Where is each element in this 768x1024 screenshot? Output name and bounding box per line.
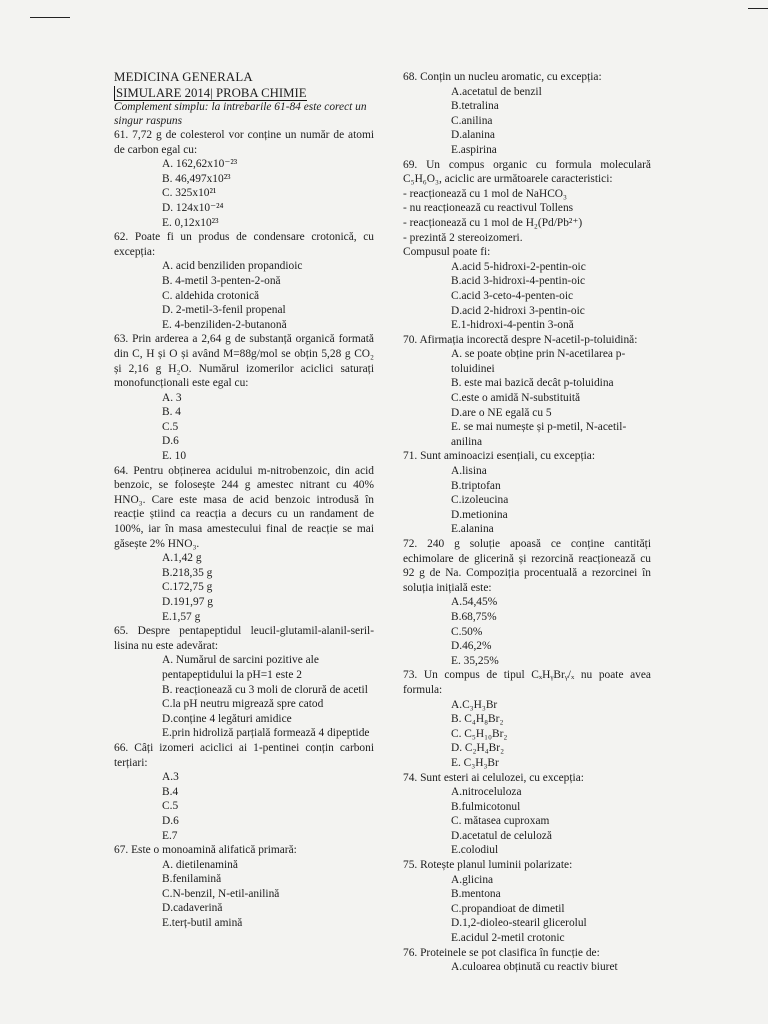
question-text: 71. Sunt aminoacizi esențiali, cu excepția: — [403, 450, 595, 463]
question-text: 75. Rotește planul luminii polarizate: — [403, 859, 573, 872]
question-block — [114, 843, 374, 931]
question-block — [403, 858, 651, 946]
answer-option: B. este mai bazică decât p-toluidina — [451, 377, 614, 390]
right-column — [403, 70, 651, 975]
question-criterion: - reacționează cu 1 mol de H₂(Pd/Pb²⁺) — [403, 216, 583, 229]
answer-option: B. reacționează cu 3 moli de clorură de acetil — [162, 683, 368, 696]
question-block — [114, 128, 374, 230]
question-subprompt: Compusul poate fi: — [403, 246, 491, 259]
answer-option: B.4 — [162, 785, 179, 798]
answer-option: D.alanina — [451, 129, 495, 142]
answer-option: B.218,35 g — [162, 566, 213, 579]
answer-option: D.are o NE egală cu 5 — [451, 406, 552, 419]
answer-option: B.fenilamină — [162, 873, 222, 886]
answer-option: E. 35,25% — [451, 654, 499, 667]
question-block — [403, 946, 651, 975]
question-text: 70. Afirmația incorectă despre N-acetil-p-toluidină: — [403, 333, 638, 346]
answer-option: A. acid benziliden propandioic — [162, 260, 303, 273]
answer-option: B.acid 3-hidroxi-4-pentin-oic — [451, 275, 586, 288]
question-text: 72. 240 g soluție apoasă ce conține cantități echimolare de glicerină și rezorcină reacționează cu 92 g de Na. Compoziția procentuală a rezorcinei în soluția inițială este: — [403, 538, 651, 594]
right-question-list — [403, 70, 651, 975]
question-block — [114, 741, 374, 843]
answer-option: C.este o amidă N-substituită — [451, 392, 581, 405]
exam-instruction: Complement simplu: la intrebarile 61-84 este corect un singur raspuns — [114, 101, 367, 127]
question-text: 73. Un compus de tipul CₓHᵧBrᵧ/ₓ nu poate avea formula: — [403, 669, 651, 696]
exam-subtitle — [114, 85, 374, 101]
answer-option: D.46,2% — [451, 640, 492, 653]
answer-option: E.7 — [162, 829, 178, 842]
exam-subtitle-text: SIMULARE 2014| PROBA CHIMIE — [116, 86, 307, 100]
answer-option: A.lisina — [451, 465, 487, 478]
question-block — [403, 70, 651, 158]
question-block — [403, 771, 651, 859]
question-text: 74. Sunt esteri ai celulozei, cu excepția: — [403, 771, 584, 784]
scan-mark-top-right — [748, 8, 768, 9]
answer-option: D.6 — [162, 814, 179, 827]
answer-option: A.C₃H₃Br — [451, 698, 498, 711]
answer-option: A.nitroceluloza — [451, 786, 522, 799]
question-criterion: - reacționează cu 1 mol de NaHCO₃ — [403, 187, 568, 200]
answer-option: C.50% — [451, 625, 483, 638]
question-text: 68. Conțin un nucleu aromatic, cu excepția: — [403, 71, 602, 83]
answer-option: E.alanina — [451, 523, 494, 536]
question-text: 65. Despre pentapeptidul leucil-glutamil-alanil-seril-lisina nu este adevărat: — [114, 625, 374, 652]
question-text: 62. Poate fi un produs de condensare crotonică, cu excepția: — [114, 231, 374, 258]
answer-option: C.propandioat de dimetil — [451, 902, 565, 915]
answer-option: A.culoarea obținută cu reactiv biuret — [451, 961, 618, 974]
answer-option: E.1-hidroxi-4-pentin 3-onă — [451, 319, 574, 332]
left-column — [114, 70, 374, 931]
answer-option: A.3 — [162, 771, 179, 784]
answer-option: D. 2-metil-3-fenil propenal — [162, 304, 286, 317]
scan-mark-top-left — [30, 17, 70, 18]
question-block — [114, 624, 374, 741]
answer-option: B.triptofan — [451, 479, 501, 492]
answer-option: A. se poate obține prin N-acetilarea p-toluidinei — [451, 348, 626, 375]
answer-option: E. 10 — [162, 450, 187, 463]
answer-option: C.anilina — [451, 114, 493, 127]
answer-option: E. C₃H₃Br — [451, 756, 499, 769]
answer-option: C. C₅H₁₀Br₂ — [451, 727, 508, 740]
answer-option: E.terț-butil amină — [162, 917, 243, 930]
answer-option: C.5 — [162, 800, 179, 813]
answer-option: E. 4-benziliden-2-butanonă — [162, 318, 287, 331]
question-block — [114, 332, 374, 463]
exam-title: MEDICINA GENERALA — [114, 70, 253, 84]
answer-option: A. Numărul de sarcini pozitive ale pentapeptidului la pH=1 este 2 — [162, 654, 319, 681]
answer-option: A. 162,62x10⁻²³ — [162, 158, 238, 171]
answer-option: D.191,97 g — [162, 596, 213, 608]
answer-option: A.acetatul de benzil — [451, 85, 542, 98]
question-text: 69. Un compus organic cu formula moleculară C₅H₆O₃, aciclic are următoarele caracteristici: — [403, 158, 651, 186]
answer-option: E.1,57 g — [162, 610, 201, 623]
left-question-list — [114, 128, 374, 931]
question-text: 61. 7,72 g de colesterol vor conține un număr de atomi de carbon egal cu: — [114, 129, 374, 156]
answer-option: A.glicina — [451, 873, 494, 886]
answer-option: C.5 — [162, 420, 179, 433]
answer-option: A. 3 — [162, 391, 182, 404]
answer-option: D.acetatul de celuloză — [451, 829, 552, 842]
question-text: 67. Este o monoamină alifatică primară: — [114, 844, 297, 857]
answer-option: B.68,75% — [451, 610, 497, 623]
answer-option: E.prin hidroliză parțială formează 4 dipeptide — [162, 727, 370, 740]
answer-option: B.fulmicotonul — [451, 800, 521, 813]
question-block — [403, 158, 651, 333]
question-block — [403, 449, 651, 537]
answer-option: B. 4-metil 3-penten-2-onă — [162, 274, 281, 287]
answer-option: D.1,2-dioleo-stearil glicerolul — [451, 917, 587, 930]
answer-option: B.tetralina — [451, 100, 499, 113]
question-text: 66. Câți izomeri aciclici ai 1-pentinei conțin carboni terțiari: — [114, 741, 374, 769]
answer-option: B. 46,497x10²³ — [162, 172, 231, 185]
answer-option: E. se mai numește și p-metil, N-acetil-anilina — [451, 421, 627, 448]
answer-option: A.1,42 g — [162, 552, 202, 565]
answer-option: C. mătasea cuproxam — [451, 815, 550, 828]
answer-option: D.metionina — [451, 508, 508, 521]
answer-option: C.la pH neutru migrează spre catod — [162, 698, 324, 711]
answer-option: E.acidul 2-metil crotonic — [451, 932, 565, 945]
answer-option: C.172,75 g — [162, 581, 213, 594]
answer-option: E.colodiul — [451, 844, 499, 857]
answer-option: E. 0,12x10²³ — [162, 216, 219, 229]
question-block — [403, 668, 651, 770]
answer-option: D. 124x10⁻²⁴ — [162, 201, 224, 214]
answer-option: D.6 — [162, 435, 179, 448]
question-text: 63. Prin arderea a 2,64 g de substanță organică formată din C, H și O și având M=88g/mol se obțin 5,28 g CO₂ și 2,16 g H₂O. Numărul izomerilor aciclici saturați monofuncționali este egal cu: — [114, 333, 374, 390]
answer-option: B. 4 — [162, 406, 181, 419]
answer-option: C. aldehida crotonică — [162, 289, 260, 302]
question-block — [114, 230, 374, 332]
answer-option: D. C₂H₄Br₂ — [451, 742, 505, 755]
question-block — [114, 464, 374, 625]
answer-option: D.cadaverină — [162, 902, 223, 915]
answer-option: A. dietilenamină — [162, 858, 238, 871]
answer-option: E.aspirina — [451, 143, 497, 156]
answer-option: B.mentona — [451, 888, 501, 901]
question-text: 76. Proteinele se pot clasifica în funcție de: — [403, 946, 600, 959]
question-block — [403, 333, 651, 450]
question-text: 64. Pentru obținerea acidului m-nitrobenzoic, din acid benzoic, se folosește 244 g amestec nitrant cu 40% HNO₃. Care este masa de acid benzoic introdusă în reacție știind ca reacția a decurs cu un randament de 100%, iar în masa amestecului final de reacție se mai găsește 2% HNO₃. — [114, 464, 374, 550]
question-block — [403, 537, 651, 668]
answer-option: A.acid 5-hidroxi-2-pentin-oic — [451, 260, 586, 273]
answer-option: C.N-benzil, N-etil-anilină — [162, 887, 280, 900]
question-criterion: - nu reacționează cu reactivul Tollens — [403, 202, 574, 215]
answer-option: C. 325x10²¹ — [162, 187, 217, 200]
answer-option: C.acid 3-ceto-4-penten-oic — [451, 289, 574, 302]
answer-option: A.54,45% — [451, 596, 498, 609]
answer-option: D.conține 4 legături amidice — [162, 712, 292, 725]
answer-option: B. C₄H₈Br₂ — [451, 713, 504, 726]
answer-option: C.izoleucina — [451, 494, 509, 507]
question-criterion: - prezintă 2 stereoizomeri. — [403, 231, 523, 244]
answer-option: D.acid 2-hidroxi 3-pentin-oic — [451, 304, 585, 317]
